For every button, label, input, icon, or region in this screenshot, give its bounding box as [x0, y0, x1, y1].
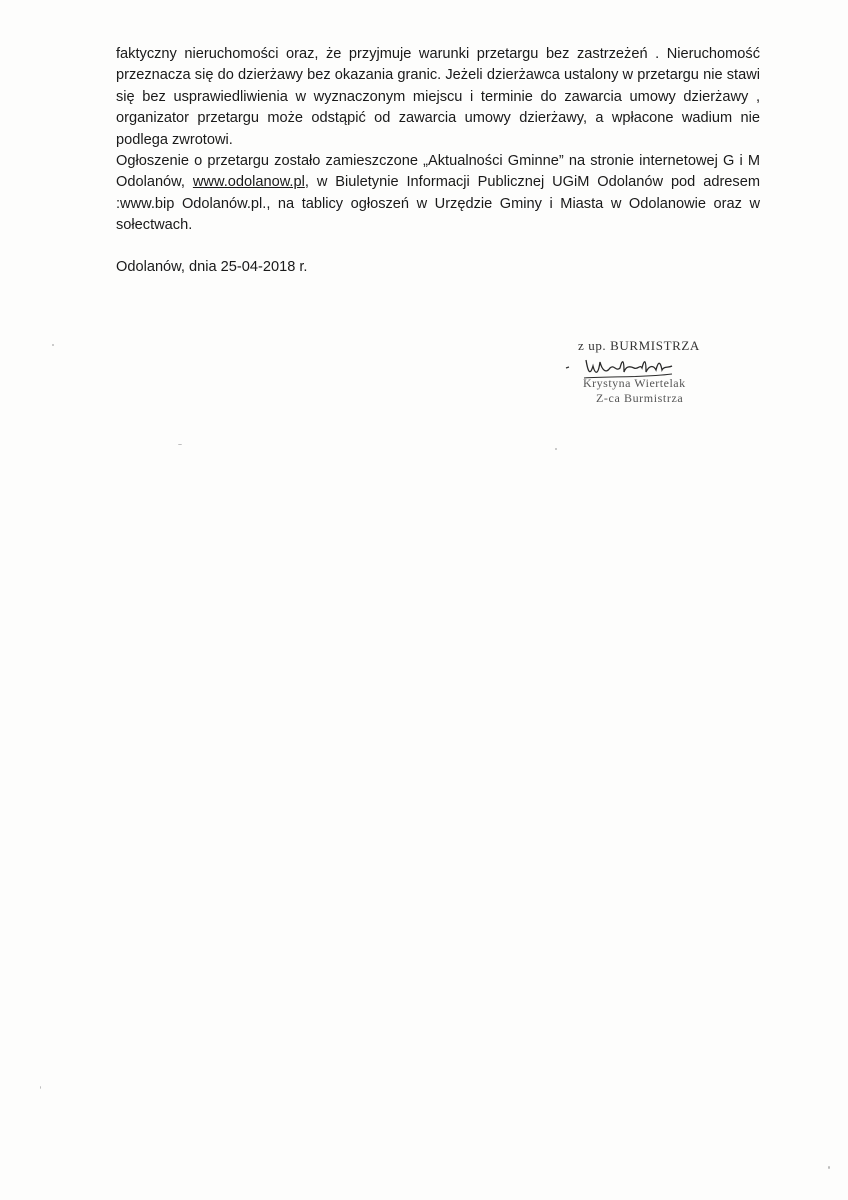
stamp-authorization: z up. BURMISTRZA: [578, 338, 700, 353]
announcement-text-end: , w Biuletynie Informacji Publicznej UGiM Odolanów pod adresem :www.bip Odolanów.pl., na tablicy ogłoszeń w Urzędzie Gminy i Miasta w Odolanowie oraz w sołectwach.: [116, 174, 760, 234]
document-body: [116, 44, 760, 237]
stamp-name: Krystyna Wiertelak: [583, 376, 686, 390]
scan-speck: [828, 1166, 830, 1169]
announcement-text-start: Ogłoszenie o przetargu zostało zamieszczone „Aktualności Gminne” na stronie internetowej G i M Odolanów,: [116, 153, 760, 191]
scan-speck: [52, 344, 54, 346]
website-link[interactable]: www.odolanow.pl: [192, 174, 305, 191]
paragraph-conditions: faktyczny nieruchomości oraz, że przyjmuje warunki przetargu bez zastrzeżeń . Nieruchomość przeznacza się do dzierżawy bez okazania granic. Jeżeli dzierżawca ustalony w przetargu nie stawi się bez usprawiedliwienia w wyznaczonym miejscu i terminie do zawarcia umowy dzierżawy , organizator przetargu może odstąpić od zawarcia umowy dzierżawy, a wpłacone wadium nie podlega zwrotowi.: [116, 46, 760, 148]
scan-speck: [178, 444, 182, 445]
place-and-date: Odolanów, dnia 25-04-2018 r.: [116, 259, 308, 275]
scan-speck: [555, 448, 557, 450]
stamp-title: Z-ca Burmistrza: [596, 391, 684, 405]
paragraph-announcement: [116, 151, 760, 237]
scan-speck: [40, 1086, 41, 1089]
